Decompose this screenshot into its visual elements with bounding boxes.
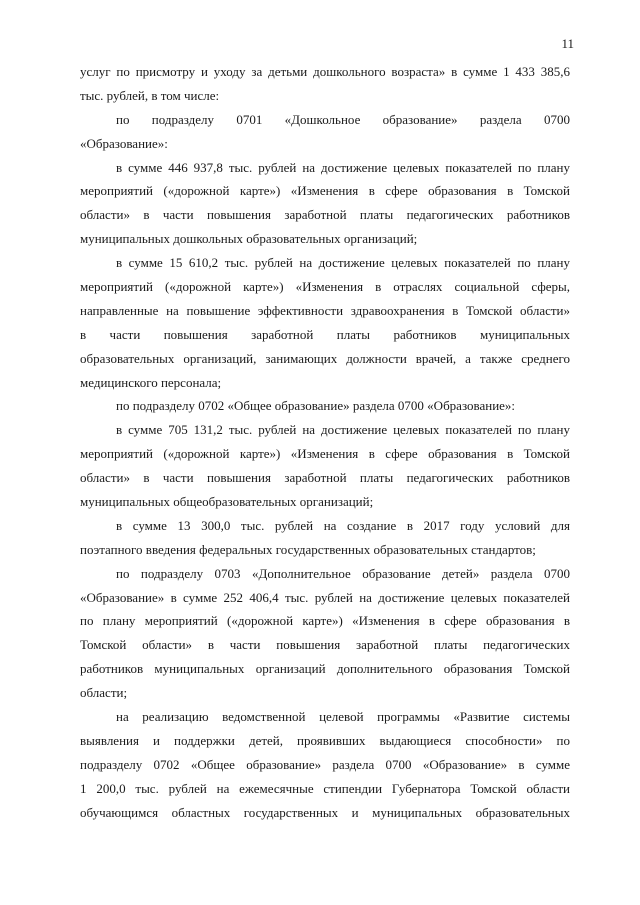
text-line: мероприятий («дорожной карте») «Изменения в отраслях социальной сферы, (80, 279, 570, 295)
text-line: обучающимся областных государственных и муниципальных образовательных (80, 804, 570, 820)
text-line: муниципальных общеобразовательных организаций; (80, 494, 374, 510)
text-line: в сумме 15 610,2 тыс. рублей на достижение целевых показателей по плану (116, 255, 570, 271)
text-line: выявления и поддержки детей, проявивших выдающиеся способности» по (80, 732, 570, 748)
text-line: области» в части повышения заработной платы педагогических работников (80, 207, 570, 223)
text-line: услуг по присмотру и уходу за детьми дошкольного возраста» в сумме 1 433 385,6 (80, 64, 570, 79)
text-line: Томской области» в части повышения заработной платы педагогических (80, 637, 570, 653)
page-number: 11 (561, 36, 574, 51)
text-line: мероприятий («дорожной карте») «Изменения в сфере образования в Томской (80, 446, 570, 462)
text-line: муниципальных дошкольных образовательных организаций; (80, 231, 418, 247)
text-line: по подразделу 0702 «Общее образование» раздела 0700 «Образование»: (116, 398, 516, 414)
text-line: мероприятий («дорожной карте») «Изменения в сфере образования в Томской (80, 183, 570, 199)
document-body (80, 60, 570, 825)
text-line: 1 200,0 тыс. рублей на ежемесячные стипендии Губернатора Томской области (80, 780, 570, 796)
text-line: работников муниципальных организаций дополнительного образования Томской (80, 661, 570, 677)
text-line: подразделу 0702 «Общее образование» раздела 0700 «Образование» в сумме (80, 756, 570, 772)
text-line: образовательных организаций, занимающих должности врачей, а также среднего (80, 350, 570, 366)
text-line: по подразделу 0703 «Дополнительное образование детей» раздела 0700 (116, 565, 570, 581)
text-line: в части повышения заработной платы работников муниципальных (80, 326, 570, 342)
text-line: области» в части повышения заработной платы педагогических работников (80, 470, 570, 486)
text-line: в сумме 705 131,2 тыс. рублей на достижение целевых показателей по плану (116, 422, 570, 438)
text-line: в сумме 446 937,8 тыс. рублей на достижение целевых показателей по плану (116, 159, 570, 175)
text-line: по подразделу 0701 «Дошкольное образование» раздела 0700 (116, 111, 570, 127)
text-line: по плану мероприятий («дорожной карте») «Изменения в сфере образования в (80, 613, 570, 629)
text-line: в сумме 13 300,0 тыс. рублей на создание в 2017 году условий для (116, 517, 570, 533)
text-line: «Образование» в сумме 252 406,4 тыс. рублей на достижение целевых показателей (80, 589, 570, 605)
text-line: поэтапного введения федеральных государственных образовательных стандартов; (80, 541, 536, 557)
text-line: тыс. рублей, в том числе: (80, 87, 220, 103)
text-line: области; (80, 685, 128, 701)
text-line: на реализацию ведомственной целевой программы «Развитие системы (116, 709, 570, 725)
text-line: направленные на повышение эффективности здравоохранения в Томской области» (80, 302, 570, 318)
text-line: «Образование»: (80, 135, 168, 151)
text-line: медицинского персонала; (80, 374, 222, 390)
